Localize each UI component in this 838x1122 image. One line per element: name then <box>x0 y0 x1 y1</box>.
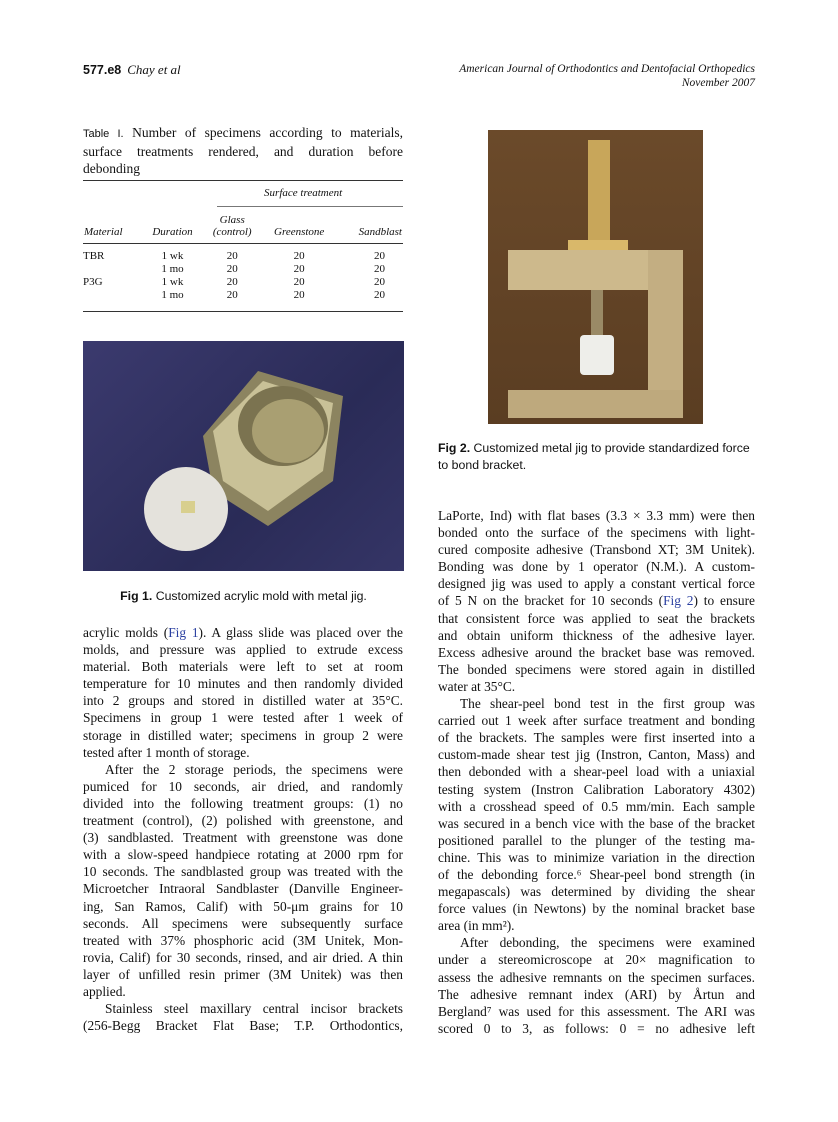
table-cell: 20 <box>374 289 385 301</box>
text-line: that consistent force was applied to seat the brackets <box>438 610 755 626</box>
text-line: seconds. All specimens were subsequently surface <box>83 915 403 931</box>
text-line: testing system (Instron Calibration Laboratory 4302) <box>438 781 755 797</box>
column-header: Greenstone <box>274 226 325 238</box>
specimen-table <box>83 180 403 302</box>
text-line: of the brackets. The samples were first inserted into a <box>438 730 755 746</box>
text-line: then debonded with a shear-peel load with a uniaxial <box>438 764 755 780</box>
table-cell <box>83 263 142 276</box>
text-line: scored 0 to 3, as follows: 0 = no adhesive left <box>438 1020 755 1036</box>
text-line: was secured in a bench vice with the base of the bracket <box>438 815 755 831</box>
text-line: ing, San Ramos, Calif) with 50-μm grains for 10 <box>83 898 403 914</box>
table-cell: 20 <box>293 263 305 275</box>
text-line: rovia, Calif) for 30 seconds, rinsed, and air dried. A thin <box>83 949 403 965</box>
table-cell <box>83 289 142 302</box>
right-column-text <box>438 507 755 1037</box>
text-line: LaPorte, Ind) with flat bases (3.3 × 3.3 mm) were then <box>438 508 755 523</box>
table-cell: 20 <box>293 289 305 301</box>
text-line: treatment (control), (2) polished with greenstone, and <box>83 813 403 829</box>
figure-link[interactable]: Fig 2 <box>663 593 694 609</box>
text-line: applied. <box>83 983 126 999</box>
text-line: storage in distilled water; specimens in group 2 were <box>83 727 403 743</box>
column-header: Sandblast <box>358 226 402 238</box>
table-cell: 20 <box>293 276 305 288</box>
table-cell: 20 <box>374 250 385 262</box>
table-cell: 20 <box>293 250 305 262</box>
table-cell: 1 wk <box>161 276 184 288</box>
text-line: under a stereomicroscope at 20× magnification to <box>438 952 755 968</box>
text-line: carried out 1 week after surface treatment and bonding <box>438 713 755 729</box>
text-line: Microetcher Intraoral Sandblaster (Danville Engineer- <box>83 881 403 897</box>
table-cell: 20 <box>226 289 238 301</box>
text-line: into 2 groups and stored in distilled water at 35°C. <box>83 693 403 709</box>
journal-name: American Journal of Orthodontics and Dentofacial Orthopedics <box>459 63 755 75</box>
text-line: area (in mm²). <box>438 918 515 934</box>
text-line: material. Both materials were left to set at room <box>83 659 403 675</box>
acrylic-mold-illustration <box>83 341 404 571</box>
text-line: 10 seconds. The sandblasted group was treated with the <box>83 864 403 880</box>
text-line: Stainless steel maxillary central incisor brackets <box>105 1001 403 1017</box>
text-line: bonded onto the surface of the specimens with light- <box>438 525 755 541</box>
text-line: Specimens in group 1 were tested after 1 week of <box>83 710 403 726</box>
running-header-right <box>459 62 755 90</box>
text-line: Bonding was done by 1 operator (N.M.). A custom- <box>438 559 755 575</box>
text-line: treated with 37% phosphoric acid (3M Unitek, Mon- <box>83 932 403 948</box>
column-header: Glass (control) <box>212 214 252 238</box>
table-row <box>83 243 403 263</box>
table-caption: Table I. Number of specimens according to materials, surface treatments rendered, and duration before debonding <box>83 125 403 176</box>
table-cell: 20 <box>226 250 238 262</box>
table-cell: P3G <box>83 276 103 288</box>
text-line: The adhesive remnant index (ARI) by Årtun and <box>438 986 755 1002</box>
table-cell: 1 wk <box>161 250 184 262</box>
text-line: layer of unfilled resin primer (3M Unitek) was then <box>83 966 403 982</box>
table-cell: 1 mo <box>161 289 184 301</box>
table-cell: 20 <box>226 263 238 275</box>
text-line: tested after 1 month of storage. <box>83 744 250 760</box>
text-line: Excess adhesive around the bracket base was removed. <box>438 644 755 660</box>
table-cell: 20 <box>374 263 385 275</box>
text-line: divided into the following treatment groups: (1) no <box>83 795 403 811</box>
text-line: (3) sandblasted. Treatment with greenstone was done <box>83 830 403 846</box>
text-line: custom-made shear test jig (Instron, Canton, Mass) and <box>438 747 755 763</box>
table-cell: TBR <box>83 250 105 262</box>
table-rule-bottom <box>83 311 403 312</box>
text-line: chine. This was to minimize variation in the direction <box>438 849 755 865</box>
text-line: with a crosshead speed of 0.5 mm/min. Each sample <box>438 798 755 814</box>
figure-link[interactable]: Fig 1 <box>168 625 199 640</box>
text-line: and obtain uniform thickness of the adhesive layer. <box>438 627 755 643</box>
text-line: force values (in Newtons) by the nominal bracket base <box>438 901 755 917</box>
page-number: 577.e8 <box>83 63 122 77</box>
issue-date: November 2007 <box>681 77 755 89</box>
fig1-photo <box>83 341 404 571</box>
metal-jig-illustration <box>488 130 703 424</box>
text-line: cured composite adhesive (Transbond XT; 3M Unitek). <box>438 542 755 558</box>
text-line: (256-Begg Bracket Flat Base; T.P. Orthodontics, <box>83 1018 403 1034</box>
text-line: pumiced for 10 seconds, air dried, and randomly <box>83 778 403 794</box>
table-label: Table I. <box>83 128 124 140</box>
text-line: After the 2 storage periods, the specimens were <box>105 761 403 777</box>
left-column-text <box>83 624 403 1034</box>
column-header: Material <box>84 226 123 238</box>
table-row <box>83 263 403 276</box>
text-line: Bergland⁷ was used for this assessment. The ARI was <box>438 1003 755 1019</box>
text-line: of 5 N on the bracket for 10 seconds (Fig 2) to ensure <box>438 593 755 609</box>
column-header: Duration <box>152 226 193 238</box>
fig2-caption: Fig 2. Customized metal jig to provide standardized force to bond bracket. <box>438 441 750 472</box>
text-line: of the debonding force.⁶ Shear-peel bond strength (in <box>438 866 755 882</box>
text-line: megapascals) was determined by dividing the shear <box>438 884 755 900</box>
authors: Chay et al <box>127 62 181 77</box>
table-cell: 1 mo <box>161 263 184 275</box>
text-line: water at 35°C. <box>438 678 516 694</box>
table-cell: 20 <box>374 276 385 288</box>
text-line: temperature for 10 minutes and then randomly divided <box>83 676 403 692</box>
table-row <box>83 276 403 289</box>
text-line: After debonding, the specimens were examined <box>460 935 755 951</box>
table-cell: 20 <box>226 276 238 288</box>
text-line: designed jig was used to apply a constant vertical force <box>438 576 755 592</box>
text-line: with a slow-speed handpiece rotating at 2000 rpm for <box>83 847 403 863</box>
text-line: The bonded specimens were stored again in distilled <box>438 661 755 677</box>
table-row <box>83 289 403 302</box>
text-line: molds, and pressure was applied to extrude excess <box>83 642 403 658</box>
text-line: acrylic molds (Fig 1). A glass slide was placed over the <box>83 625 403 640</box>
fig1-caption: Fig 1. Customized acrylic mold with metal jig. <box>120 589 367 603</box>
text-line: assess the adhesive remnants on the specimen surfaces. <box>438 969 755 985</box>
text-line: The shear-peel bond test in the first group was <box>460 696 755 712</box>
text-line: positioned parallel to the plunger of the testing ma- <box>438 832 755 848</box>
running-header-left <box>83 62 181 78</box>
group-header: Surface treatment <box>264 187 343 199</box>
fig2-photo <box>488 130 703 424</box>
